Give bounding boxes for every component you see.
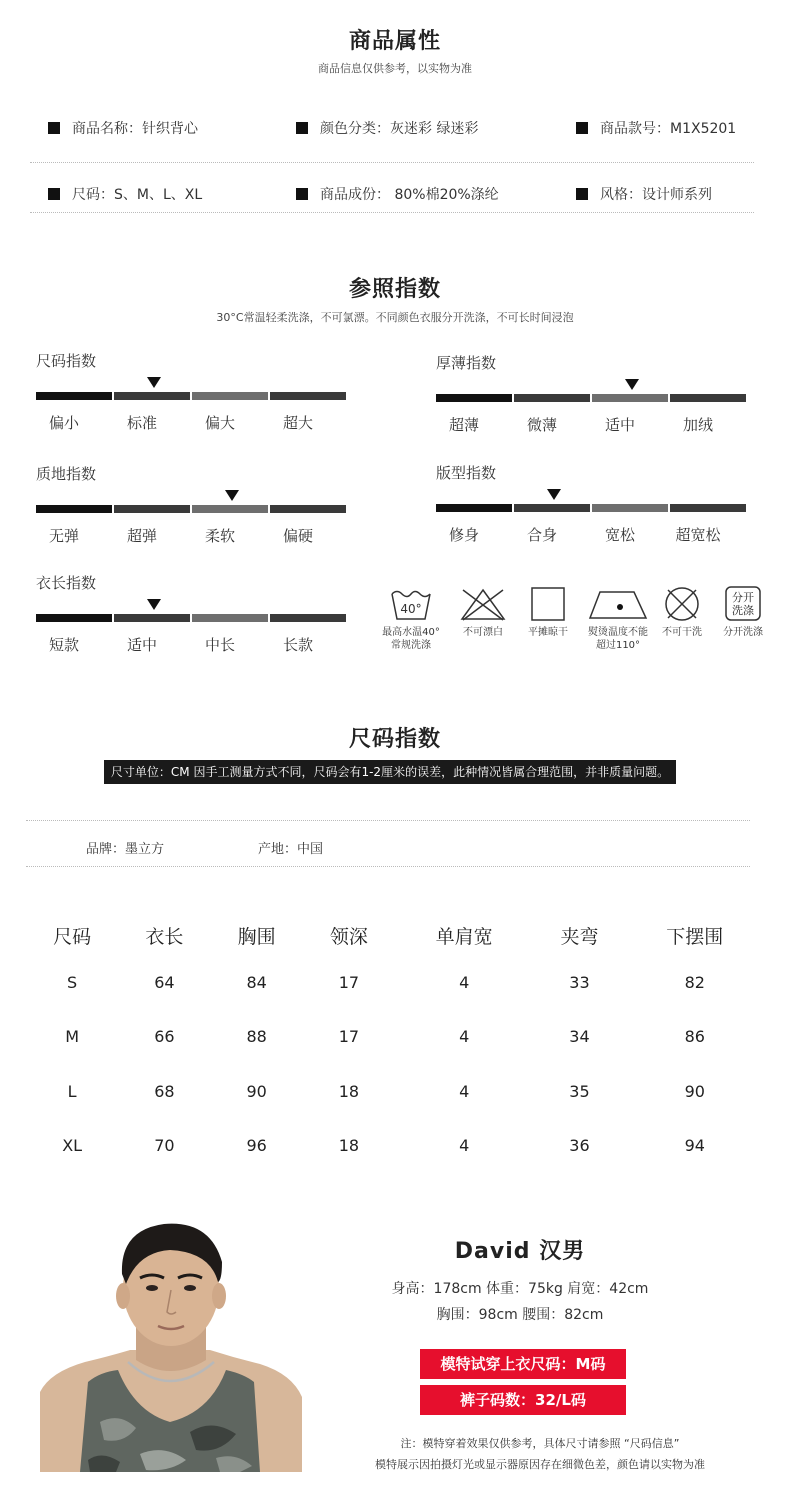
svg-text:洗涤: 洗涤 xyxy=(732,604,754,617)
index-bar xyxy=(36,614,346,622)
index-tick-label: 偏大 xyxy=(204,414,235,432)
table-header-row xyxy=(26,915,764,955)
model-pants-size-badge: 裤子码数：32/L码 xyxy=(420,1385,626,1415)
header-shoulder: 单肩宽 xyxy=(435,925,493,948)
table-cell: 4 xyxy=(459,1027,470,1047)
index-marker-icon xyxy=(547,489,561,500)
index-bar-segment xyxy=(514,394,590,402)
wash-40-icon xyxy=(389,586,433,622)
table-row xyxy=(26,955,764,1010)
attr-item: 商品款号：M1X5201 xyxy=(576,118,736,138)
index-tick-label: 长款 xyxy=(282,636,313,654)
care-item: 40° 最高水温40° 常规洗涤 xyxy=(378,586,444,652)
index-bar-segment xyxy=(114,392,190,400)
wash-temp-label: 40° xyxy=(400,602,422,616)
index-bar-segment xyxy=(114,505,190,513)
header-neck-depth: 领深 xyxy=(329,925,368,948)
table-cell: 4 xyxy=(459,1136,470,1156)
index-tick-label: 偏小 xyxy=(48,414,79,432)
index-label: 版型指数 xyxy=(436,464,497,482)
index-bar-segment xyxy=(270,614,346,622)
index-tick-label: 无弹 xyxy=(48,527,79,545)
table-cell: XL xyxy=(62,1136,83,1156)
attr-item: 风格：设计师系列 xyxy=(576,184,712,204)
section-subtitle-reference: 30°C常温轻柔洗涤，不可氯漂。不同颜色衣服分开洗涤，不可长时间浸泡 xyxy=(216,311,574,324)
index-bar xyxy=(436,504,746,512)
index-tick-label: 柔软 xyxy=(204,527,235,545)
bullet-square-icon xyxy=(576,122,588,134)
index-bar-segment xyxy=(36,392,112,400)
divider xyxy=(30,162,754,163)
index-bar-segment xyxy=(670,504,746,512)
index-tick-label: 标准 xyxy=(126,414,157,432)
bullet-square-icon xyxy=(296,188,308,200)
care-item: 平摊晾干 xyxy=(520,586,576,639)
index-label: 厚薄指数 xyxy=(436,354,497,372)
table-cell: S xyxy=(67,972,78,992)
iron-icon xyxy=(586,586,650,622)
table-cell: 4 xyxy=(459,1081,470,1101)
index-tick-label: 适中 xyxy=(604,416,635,434)
index-bar-segment xyxy=(192,614,268,622)
divider xyxy=(26,820,750,821)
table-cell: 84 xyxy=(246,972,267,992)
index-marker-icon xyxy=(147,599,161,610)
care-item: 不可漂白 xyxy=(454,586,512,639)
no-bleach-icon xyxy=(459,586,507,622)
table-cell: 94 xyxy=(684,1136,705,1156)
bullet-square-icon xyxy=(48,188,60,200)
index-tick-label: 偏硬 xyxy=(282,527,313,545)
index-tick-label: 超宽松 xyxy=(675,526,721,544)
index-bar-segment xyxy=(192,505,268,513)
index-tick-label: 适中 xyxy=(126,636,157,654)
index-bar xyxy=(36,505,346,513)
care-item: 不可干洗 xyxy=(654,586,710,639)
index-bar-segment xyxy=(192,392,268,400)
index-label: 质地指数 xyxy=(36,465,97,483)
table-cell: 33 xyxy=(569,972,590,992)
attr-item: 颜色分类：灰迷彩 绿迷彩 xyxy=(296,118,478,138)
model-measure-line2: 胸围：98cm 腰围：82cm xyxy=(436,1307,604,1323)
index-marker-icon xyxy=(147,377,161,388)
table-cell: 66 xyxy=(154,1027,175,1047)
attr-item: 商品名称：针织背心 xyxy=(48,118,198,138)
brand-label: 品牌：墨立方 xyxy=(86,842,165,857)
index-bar-segment xyxy=(514,504,590,512)
size-table xyxy=(26,915,764,1173)
table-cell: 86 xyxy=(684,1027,705,1047)
header-length: 衣长 xyxy=(145,925,184,948)
index-bar-segment xyxy=(270,505,346,513)
index-tick-label: 加绒 xyxy=(682,416,713,434)
table-row xyxy=(26,1119,764,1174)
model-measure-line1: 身高：178cm 体重：75kg 肩宽：42cm xyxy=(391,1281,649,1297)
index-label: 尺码指数 xyxy=(36,352,97,370)
index-bar xyxy=(436,394,746,402)
care-item: 熨烫温度不能 超过110° xyxy=(580,586,656,652)
attr-item: 商品成份： 80%棉20%涤纶 xyxy=(296,184,499,204)
attr-item: 尺码：S、M、L、XL xyxy=(48,184,202,204)
table-cell: 35 xyxy=(569,1081,590,1101)
section-title-reference: 参照指数 xyxy=(348,277,441,302)
index-marker-icon xyxy=(625,379,639,390)
model-note-2: 模特展示因拍摄灯光或显示器原因存在细微色差，颜色请以实物为准 xyxy=(375,1458,705,1471)
divider xyxy=(30,212,754,213)
table-row xyxy=(26,1064,764,1119)
origin-label: 产地：中国 xyxy=(258,842,324,857)
table-cell: L xyxy=(67,1081,77,1101)
header-size: 尺码 xyxy=(53,925,92,948)
table-row xyxy=(26,1010,764,1065)
index-bar-segment xyxy=(114,614,190,622)
table-cell: 70 xyxy=(154,1136,175,1156)
index-tick-label: 超弹 xyxy=(126,527,157,545)
index-label: 衣长指数 xyxy=(36,574,97,592)
index-bar-segment xyxy=(270,392,346,400)
bullet-square-icon xyxy=(576,188,588,200)
index-tick-label: 修身 xyxy=(448,526,479,544)
model-name: David 汉男 xyxy=(454,1239,586,1264)
table-cell: 34 xyxy=(569,1027,590,1047)
header-hem: 下摆围 xyxy=(666,925,724,948)
index-tick-label: 合身 xyxy=(526,526,557,544)
index-bar-segment xyxy=(592,504,668,512)
index-bar-segment xyxy=(670,394,746,402)
index-bar-segment xyxy=(36,505,112,513)
header-chest: 胸围 xyxy=(237,925,276,948)
index-tick-label: 超大 xyxy=(282,414,313,432)
table-cell: 17 xyxy=(338,972,360,992)
index-tick-label: 超薄 xyxy=(448,416,479,434)
index-tick-label: 微薄 xyxy=(526,416,557,434)
bullet-square-icon xyxy=(296,122,308,134)
table-cell: 90 xyxy=(246,1081,267,1101)
index-bar-segment xyxy=(592,394,668,402)
table-cell: M xyxy=(65,1027,80,1047)
index-tick-label: 中长 xyxy=(204,636,235,654)
section-title-size: 尺码指数 xyxy=(348,727,441,752)
bullet-square-icon xyxy=(48,122,60,134)
divider xyxy=(26,866,750,867)
model-photo xyxy=(40,1222,302,1472)
index-tick-label: 宽松 xyxy=(604,526,635,544)
table-cell: 17 xyxy=(338,1027,360,1047)
table-cell: 64 xyxy=(154,972,175,992)
index-bar-segment xyxy=(436,394,512,402)
index-marker-icon xyxy=(225,490,239,501)
table-cell: 82 xyxy=(684,972,705,992)
index-bar-segment xyxy=(36,614,112,622)
size-notice: 尺寸单位：CM 因手工测量方式不同，尺码会有1-2厘米的误差，此种情况皆属合理范围，并非质量问题。 xyxy=(104,760,676,784)
flat-dry-icon xyxy=(528,586,568,622)
table-cell: 88 xyxy=(246,1027,267,1047)
model-note-1: 注：模特穿着效果仅供参考，具体尺寸请参照 “尺码信息” xyxy=(400,1437,680,1450)
care-item: 分开 洗涤 分开洗涤 xyxy=(716,586,770,639)
table-cell: 18 xyxy=(338,1136,360,1156)
no-dry-clean-icon xyxy=(660,586,704,622)
table-cell: 90 xyxy=(684,1081,705,1101)
header-armhole: 夹弯 xyxy=(560,925,599,948)
separate-wash-icon xyxy=(723,586,763,622)
index-tick-label: 短款 xyxy=(48,636,79,654)
table-cell: 4 xyxy=(459,972,470,992)
section-subtitle-attributes: 商品信息仅供参考，以实物为准 xyxy=(318,62,472,75)
section-title-attributes: 商品属性 xyxy=(348,29,441,54)
index-bar xyxy=(36,392,346,400)
table-cell: 68 xyxy=(154,1081,175,1101)
table-cell: 18 xyxy=(338,1081,360,1101)
svg-text:分开: 分开 xyxy=(732,591,754,604)
index-bar-segment xyxy=(436,504,512,512)
table-cell: 36 xyxy=(569,1136,590,1156)
model-top-size-badge: 模特试穿上衣尺码：M码 xyxy=(420,1349,626,1379)
table-cell: 96 xyxy=(246,1136,267,1156)
